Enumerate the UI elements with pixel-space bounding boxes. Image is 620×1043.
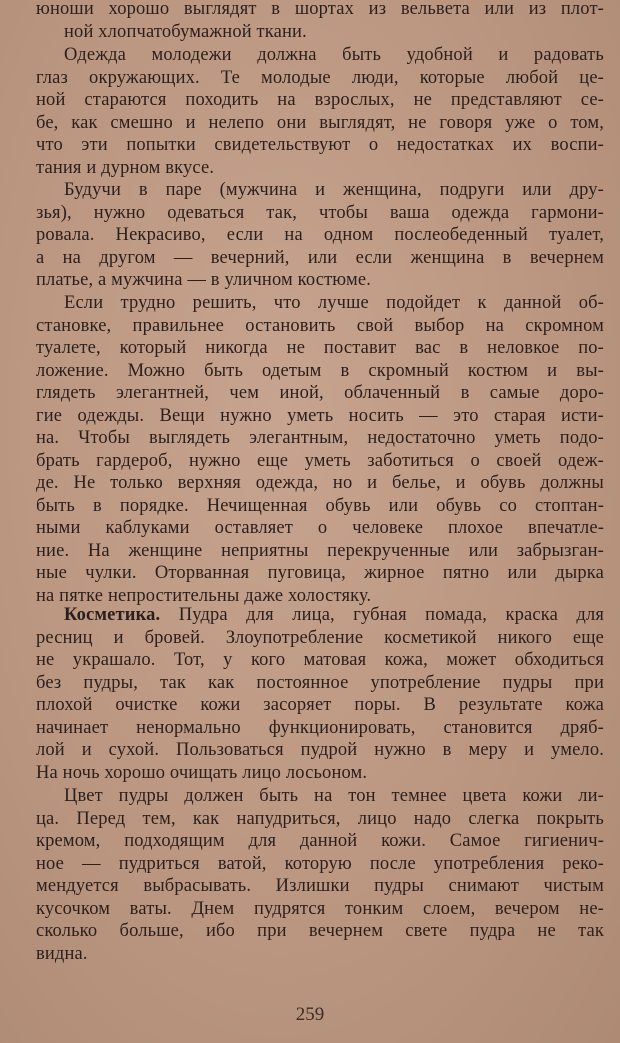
text-line: зья), нужно одеваться так, чтобы ваша одежда гармони- <box>36 202 604 223</box>
paragraph-cosmetics <box>36 604 604 784</box>
text-line: Будучи в паре (мужчина и женщина, подруги или дру- <box>64 180 604 200</box>
text-line-rest: Пудра для лица, губная помада, краска для <box>178 605 604 625</box>
text-line: ные чулки. Оторванная пуговица, жирное пятно или дырка <box>36 563 604 583</box>
text-line: платье, а мужчина — в уличном костюме. <box>36 270 372 290</box>
text-line: кремом, подходящим для данной кожи. Самое гигиенич- <box>36 831 604 851</box>
text-line: глядеть элегантней, чем иной, облаченный в самые доро- <box>36 383 604 403</box>
text-line: ной хлопчатобумажной ткани. <box>64 21 307 42</box>
text-line: ние. На женщине неприятны перекрученные или забрызган- <box>36 540 604 561</box>
text-line: сколько больше, ибо при вечернем свете пудра не так <box>36 921 604 941</box>
text-line: что эти попытки свидетельствуют о недостатках их воспи- <box>36 135 604 155</box>
text-line: быть в порядке. Нечищенная обувь или обувь со стоптан- <box>36 495 604 516</box>
section-title: Косметика. <box>64 605 161 625</box>
text-line: мендуется выбрасывать. Излишки пудры снимают чистым <box>36 876 604 896</box>
text-line: тания и дурном вкусе. <box>36 157 215 178</box>
text-line: юноши хорошо выглядят в шортах из вельвета или из плот- <box>36 0 604 19</box>
text-line: лой и сухой. Пользоваться пудрой нужно в меру и умело. <box>36 740 604 760</box>
text-line: ной стараются походить на взрослых, не представляют се- <box>36 90 604 110</box>
text-line: ное — пудриться ватой, которую после употребления реко- <box>36 853 604 874</box>
page-number: 259 <box>295 1004 325 1025</box>
text-line: а на другом — вечерний, или если женщина в вечернем <box>36 247 604 268</box>
text-line: плохой очистке кожи засоряет поры. В результате кожа <box>36 695 604 715</box>
text-line: ложение. Можно быть одетым в скромный костюм и вы- <box>36 360 604 381</box>
text-line: кусочком ваты. Днем пудрятся тонким слоем, вечером не- <box>36 898 604 919</box>
text-line: Цвет пудры должен быть на тон темнее цвета кожи ли- <box>64 786 604 806</box>
text-line: без пудры, так как постоянное употребление пудры при <box>36 672 604 693</box>
text-line: Если трудно решить, что лучше подойдет к данной об- <box>64 293 604 313</box>
paragraph-modest-outfit <box>36 292 604 607</box>
text-line: брать гардероб, нужно еще уметь заботиться о своей одеж- <box>36 450 604 471</box>
text-line: на пятке непростительны даже холостяку. <box>36 585 372 606</box>
text-line: гие одежды. Вещи нужно уметь носить — это старая исти- <box>36 405 604 426</box>
paragraph-powder-color <box>36 785 604 965</box>
text-line: ными каблуками оставляет о человеке плохое впечатле- <box>36 518 604 538</box>
text-line: бе, как смешно и нелепо они выглядят, не говоря уже о том, <box>36 112 604 133</box>
text-line <box>36 604 604 627</box>
text-line: Одежда молодежи должна быть удобной и радовать <box>64 45 604 65</box>
paragraph-couples <box>36 179 604 292</box>
text-line: На ночь хорошо очищать лицо лосьоном. <box>36 762 368 783</box>
text-line: начинает ненормально функционировать, становится дряб- <box>36 717 604 738</box>
paragraph-youth-clothing <box>36 44 604 179</box>
text-line: не украшало. Тот, у кого матовая кожа, может обходиться <box>36 650 604 670</box>
text-line: ресниц и бровей. Злоупотребление косметикой никого еще <box>36 627 604 648</box>
text-line: видна. <box>36 943 88 964</box>
text-line: де. Не только верхняя одежда, но и белье, и обувь должны <box>36 473 604 493</box>
text-line: становке, правильнее остановить свой выбор на скромном <box>36 315 604 336</box>
paragraph-shorts <box>36 0 604 43</box>
text-line: глаз окружающих. Те молодые люди, которые любой це- <box>36 67 604 88</box>
text-line: ровала. Некрасиво, если на одном послеобеденный туалет, <box>36 225 604 245</box>
text-line: туалете, который никогда не поставит вас в неловкое по- <box>36 338 604 358</box>
text-line: на. Чтобы выглядеть элегантным, недостаточно уметь подо- <box>36 428 604 448</box>
text-line: ца. Перед тем, как напудриться, лицо надо слегка покрыть <box>36 808 604 829</box>
